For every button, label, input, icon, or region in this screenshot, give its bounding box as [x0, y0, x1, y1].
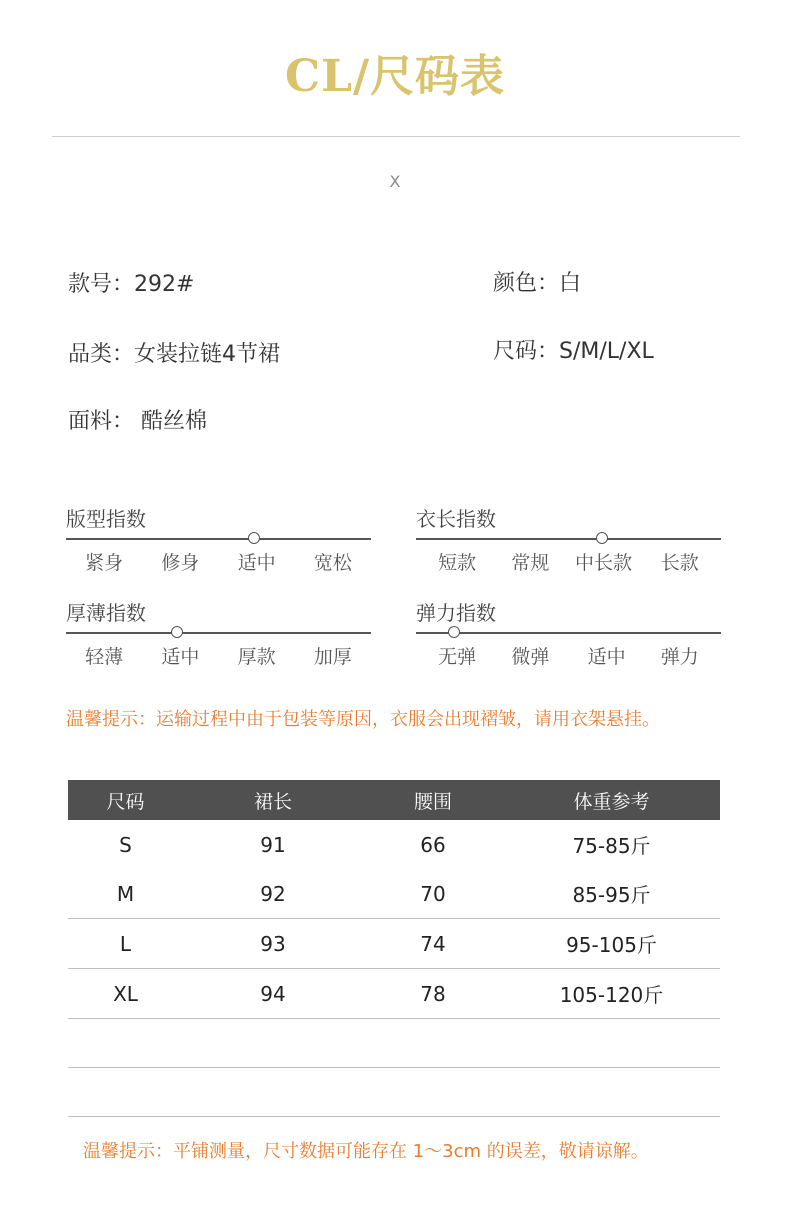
table-row-empty	[68, 1068, 720, 1117]
fit-option: 适中	[237, 552, 276, 574]
length-option: 中长款	[575, 552, 633, 574]
weight-cell: 105-120斤	[503, 969, 720, 1019]
length-index-label: 衣长指数	[416, 507, 496, 531]
elasticity-index-scale	[416, 626, 721, 640]
weight-cell: 85-95斤	[503, 869, 720, 919]
thickness-index-scale	[66, 626, 371, 640]
length-option: 长款	[660, 552, 699, 574]
size-cell: M	[68, 869, 183, 919]
color-info: 颜色：白	[493, 271, 582, 296]
elasticity-option: 适中	[587, 646, 626, 668]
table-row	[68, 869, 720, 919]
size-cell: XL	[68, 969, 183, 1019]
table-row-empty	[68, 1019, 720, 1068]
elasticity-option: 微弹	[511, 646, 550, 668]
length-cell: 94	[183, 969, 363, 1019]
length-cell: 91	[260, 832, 286, 857]
length-option: 常规	[511, 552, 550, 574]
thickness-option: 厚款	[237, 646, 276, 668]
weight-cell: 95-105斤	[503, 919, 720, 969]
elasticity-option: 弹力	[660, 646, 699, 668]
thickness-index	[66, 600, 371, 672]
waist-cell: 78	[363, 969, 503, 1019]
measurement-tip: 温馨提示：平铺测量，尺寸数据可能存在 1～3cm 的误差，敬请谅解。	[83, 1141, 649, 1162]
waist-cell: 74	[363, 919, 503, 969]
waist-cell: 66	[420, 832, 446, 857]
category-info: 品类：女装拉链4节裙	[68, 342, 280, 367]
fit-index-marker	[248, 532, 260, 544]
elasticity-index	[416, 600, 721, 672]
length-index-scale	[416, 532, 721, 546]
length-option: 短款	[438, 552, 477, 574]
table-row	[68, 969, 720, 1019]
length-cell: 92	[183, 869, 363, 919]
table-header-row	[68, 780, 720, 820]
elasticity-index-label: 弹力指数	[416, 601, 496, 625]
col-header-weight: 体重参考	[503, 780, 720, 820]
table-row	[68, 820, 720, 869]
table-row	[68, 919, 720, 969]
thickness-option: 轻薄	[85, 646, 124, 668]
size-info: 尺码：S/M/L/XL	[493, 339, 654, 364]
thickness-index-label: 厚薄指数	[66, 601, 146, 625]
thickness-option: 加厚	[313, 646, 352, 668]
size-cell: L	[68, 919, 183, 969]
page-title: CL/尺码表	[284, 51, 506, 102]
elasticity-index-marker	[448, 626, 460, 638]
col-header-waist: 腰围	[363, 780, 503, 820]
weight-cell: 75-85斤	[572, 834, 651, 858]
fit-index	[66, 506, 371, 578]
elasticity-option: 无弹	[438, 646, 477, 668]
fit-option: 修身	[161, 552, 200, 574]
shipping-tip: 温馨提示：运输过程中由于包装等原因，衣服会出现褶皱，请用衣架悬挂。	[66, 709, 660, 730]
thickness-index-marker	[171, 626, 183, 638]
title-divider	[52, 136, 740, 137]
length-cell: 93	[183, 919, 363, 969]
fabric-info: 面料： 酷丝棉	[68, 409, 207, 434]
fit-index-scale	[66, 532, 371, 546]
fit-index-label: 版型指数	[66, 507, 146, 531]
fit-option: 紧身	[85, 552, 124, 574]
fit-option: 宽松	[313, 552, 352, 574]
waist-cell: 70	[363, 869, 503, 919]
style-number: 款号：292#	[68, 272, 195, 297]
length-index	[416, 506, 721, 578]
length-index-marker	[596, 532, 608, 544]
size-table	[68, 780, 720, 1117]
col-header-skirt-length: 裙长	[183, 780, 363, 820]
col-header-size: 尺码	[68, 780, 183, 820]
size-cell: S	[119, 832, 132, 857]
close-icon[interactable]: X	[389, 172, 401, 191]
thickness-option: 适中	[161, 646, 200, 668]
